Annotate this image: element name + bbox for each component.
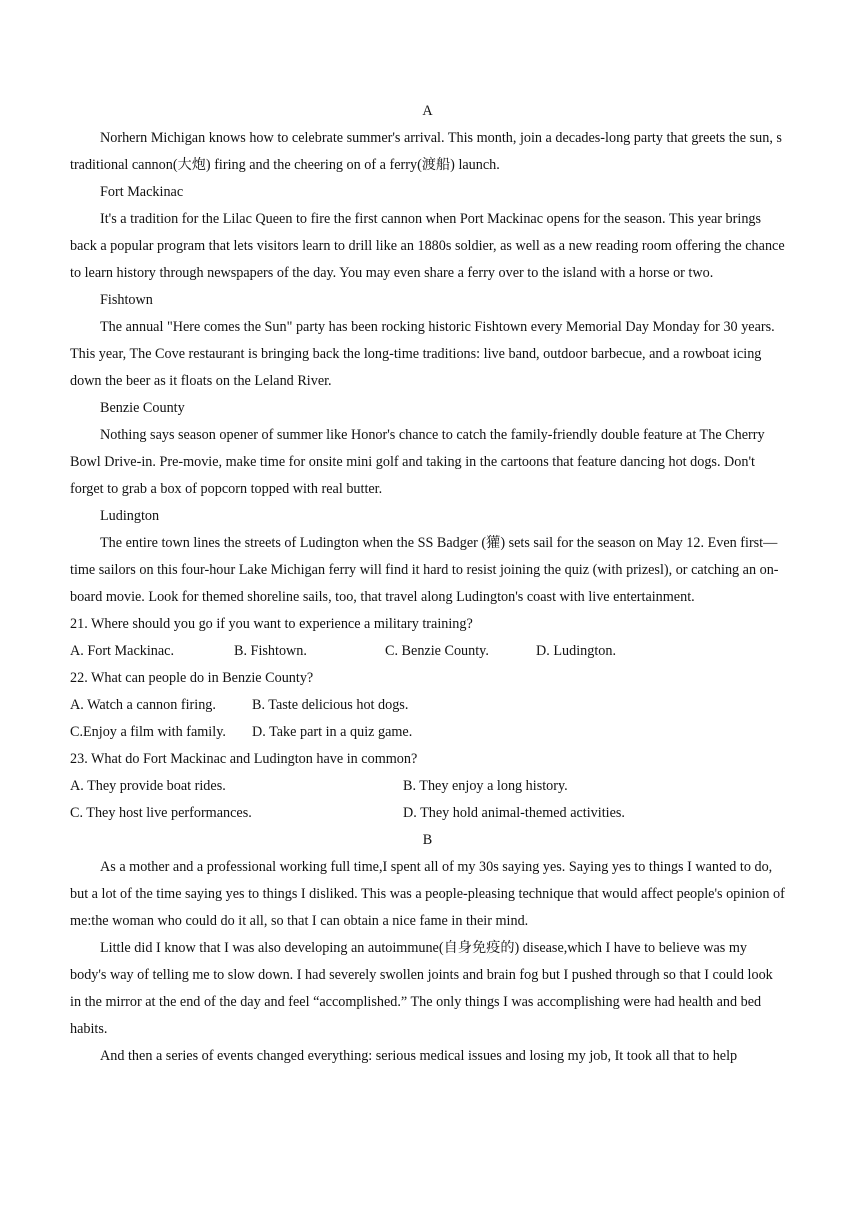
section-b-label: B	[422, 832, 433, 848]
question-22-option-c: C.Enjoy a film with family.	[70, 724, 226, 740]
question-22-option-d: D. Take part in a quiz game.	[252, 724, 413, 740]
question-22-option-b: B. Taste delicious hot dogs.	[252, 697, 409, 713]
place-title-fishtown: Fishtown	[100, 292, 153, 308]
question-23-options-row-1	[70, 773, 785, 800]
section-b-paragraph-3: And then a series of events changed everything: serious medical issues and losing my job, It took all that to help	[100, 1048, 738, 1064]
question-23-option-c: C. They host live performances.	[70, 805, 252, 821]
document-page	[70, 98, 785, 1070]
place-title-ludington: Ludington	[100, 508, 160, 524]
question-23-option-b: B. They enjoy a long history.	[403, 778, 568, 794]
question-21-option-a: A. Fort Mackinac.	[70, 643, 175, 659]
place-text-fort-mackinac: It's a tradition for the Lilac Queen to fire the first cannon when Port Mackinac opens for the season. This year brings back a popular program that lets visitors learn to drill like an 1880s soldier, as well as a new reading room offering the chance to learn history through newspapers of the day. You may even share a ferry over to the island with a horse or two.	[70, 211, 785, 281]
place-text-fishtown: The annual "Here comes the Sun" party has been rocking historic Fishtown every Memorial Day Monday for 30 years. This year, The Cove restaurant is bringing back the long-time traditions: live band, outdoor barbecue, and a rowboat icing down the beer as it floats on the Leland River.	[70, 319, 775, 389]
question-22-options-row-1	[70, 692, 785, 719]
place-text-benzie-county: Nothing says season opener of summer like Honor's chance to catch the family-friendly double feature at The Cherry Bowl Drive-in. Pre-movie, make time for onsite mini golf and taking in the cartoons that feature dancing hot dogs. Don't forget to grab a box of popcorn topped with real butter.	[70, 427, 765, 497]
place-text-ludington: The entire town lines the streets of Ludington when the SS Badger (獾) sets sail for the season on May 12. Even first—time sailors on this four-hour Lake Michigan ferry will find it hard to resist joining the quiz (with prizesl), or catching an on-board movie. Look for themed shoreline sails, too, that travel along Ludington's coast with live entertainment.	[70, 535, 779, 605]
question-21-stem: 21. Where should you go if you want to experience a military training?	[70, 616, 473, 632]
section-b-paragraph-1: As a mother and a professional working full time,I spent all of my 30s saying yes. Saying yes to things I wanted to do, but a lot of the time saying yes to things I disliked. This was a people-pleasing technique that would affect people's opinion of me:the woman who could do it all, so that I can obtain a nice fame in their mind.	[70, 859, 785, 929]
question-21-options	[70, 638, 785, 665]
place-title-benzie-county: Benzie County	[100, 400, 185, 416]
question-23-option-a: A. They provide boat rides.	[70, 778, 226, 794]
question-21-option-d: D. Ludington.	[536, 643, 616, 659]
place-title-fort-mackinac: Fort Mackinac	[100, 184, 184, 200]
question-22-stem: 22. What can people do in Benzie County?	[70, 670, 314, 686]
question-21-option-b: B. Fishtown.	[234, 643, 307, 659]
section-a-intro: Norhern Michigan knows how to celebrate summer's arrival. This month, join a decades-long party that greets the sun, s traditional cannon(大炮) firing and the cheering on of a ferry(渡船) launch.	[70, 130, 782, 173]
question-23-option-d: D. They hold animal-themed activities.	[403, 805, 625, 821]
question-22-options-row-2	[70, 719, 785, 746]
question-22-option-a: A. Watch a cannon firing.	[70, 697, 216, 713]
question-23-stem: 23. What do Fort Mackinac and Ludington have in common?	[70, 751, 418, 767]
section-b-paragraph-2: Little did I know that I was also developing an autoimmune(自身免疫的) disease,which I have to believe was my body's way of telling me to slow down. I had severely swollen joints and brain fog but I pushed through so that I could look in the mirror at the end of the day and feel “accomplished.” The only things I was accomplishing were had health and bed habits.	[70, 940, 773, 1037]
section-a-label: A	[422, 103, 433, 119]
question-21-option-c: C. Benzie County.	[385, 643, 489, 659]
question-23-options-row-2	[70, 800, 785, 827]
